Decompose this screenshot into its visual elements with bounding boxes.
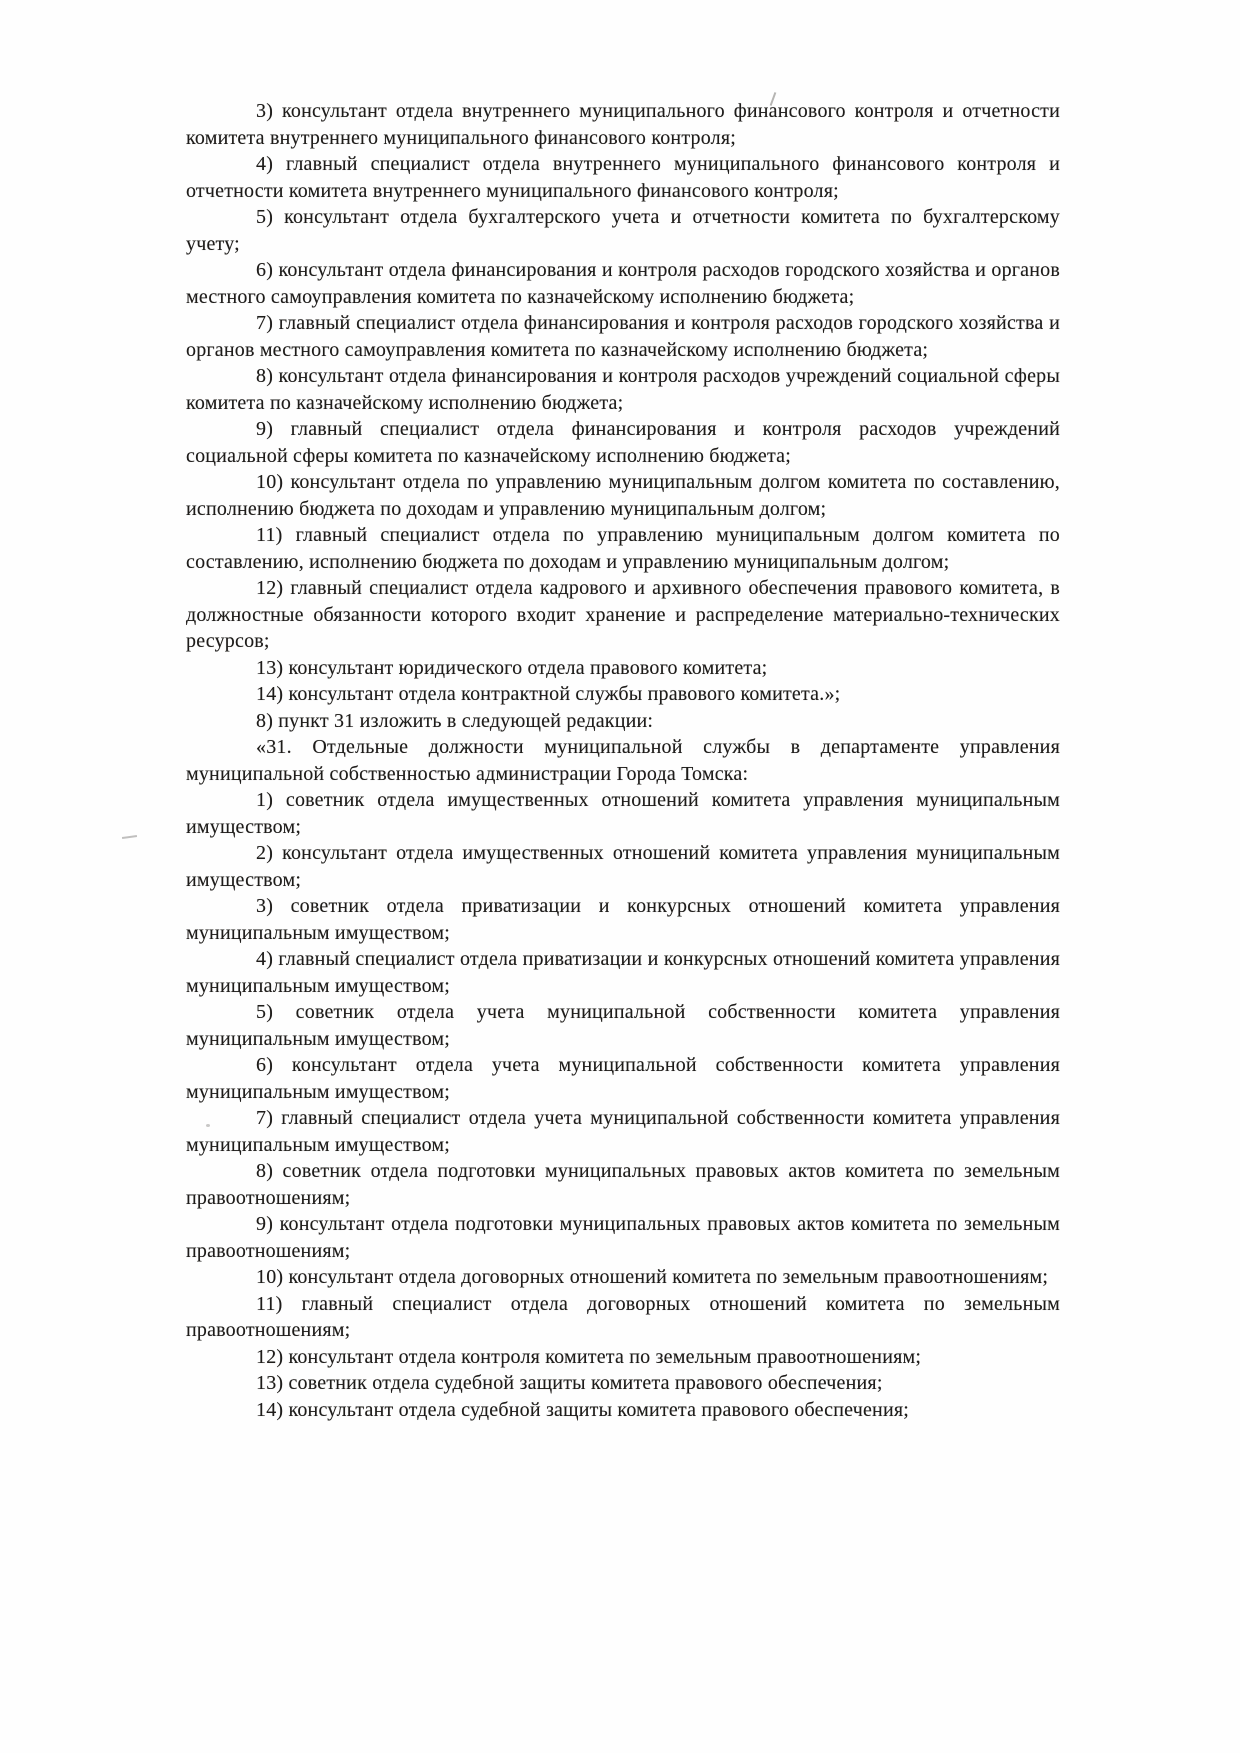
paragraph: 2) консультант отдела имущественных отношений комитета управления муниципальным имуществом; [186,842,1060,891]
paragraph: 10) консультант отдела договорных отношений комитета по земельным правоотношениям; [256,1266,1049,1288]
paragraph: 1) советник отдела имущественных отношений комитета управления муниципальным имуществом; [186,789,1060,838]
paragraph: 4) главный специалист отдела внутреннего муниципального финансового контроля и отчетности комитета внутреннего муниципального финансового контроля; [186,153,1060,202]
paragraph: 13) консультант юридического отдела правового комитета; [256,656,768,679]
paragraph: 5) консультант отдела бухгалтерского учета и отчетности комитета по бухгалтерскому учету; [186,206,1060,255]
paragraph: 12) главный специалист отдела кадрового и архивного обеспечения правового комитета, в должностные обязанности которого входит хранение и распределение материально-технических ресурсов; [186,577,1060,652]
paragraph: 4) главный специалист отдела приватизации и конкурсных отношений комитета управления муниципальным имуществом; [186,948,1060,997]
paragraph: 11) главный специалист отдела по управлению муниципальным долгом комитета по составлению, исполнению бюджета по доходам и управлению муниципальным долгом; [186,524,1060,573]
paragraph: 5) советник отдела учета муниципальной собственности комитета управления муниципальным имуществом; [186,1001,1060,1050]
paragraph: 14) консультант отдела контрактной службы правового комитета.»; [256,683,841,705]
paragraph: 12) консультант отдела контроля комитета по земельным правоотношениям; [256,1345,922,1368]
paragraph: 3) советник отдела приватизации и конкурсных отношений комитета управления муниципальным имуществом; [186,895,1060,944]
paragraph: 8) консультант отдела финансирования и контроля расходов учреждений социальной сферы комитета по казначейскому исполнению бюджета; [186,365,1060,414]
paragraph: 14) консультант отдела судебной защиты комитета правового обеспечения; [256,1398,910,1421]
paragraph: 10) консультант отдела по управлению муниципальным долгом комитета по составлению, исполнению бюджета по доходам и управлению муниципальным долгом; [186,471,1060,520]
paragraph: 3) консультант отдела внутреннего муниципального финансового контроля и отчетности комитета внутреннего муниципального финансового контроля; [186,100,1060,149]
paragraph: 9) консультант отдела подготовки муниципальных правовых актов комитета по земельным правоотношениям; [186,1213,1060,1262]
scan-artifact-dash [122,835,137,839]
paragraph: 6) консультант отдела учета муниципальной собственности комитета управления муниципальным имуществом; [186,1054,1060,1103]
paragraph: 7) главный специалист отдела финансирования и контроля расходов городского хозяйства и органов местного самоуправления комитета по казначейскому исполнению бюджета; [186,312,1060,361]
paragraph: 9) главный специалист отдела финансирования и контроля расходов учреждений социальной сферы комитета по казначейскому исполнению бюджета; [186,418,1060,467]
paragraph: 13) советник отдела судебной защиты комитета правового обеспечения; [256,1372,883,1394]
paragraph: 7) главный специалист отдела учета муниципальной собственности комитета управления муниципальным имуществом; [186,1107,1060,1156]
paragraph: 6) консультант отдела финансирования и контроля расходов городского хозяйства и органов местного самоуправления комитета по казначейскому исполнению бюджета; [186,259,1060,308]
paragraph: «31. Отдельные должности муниципальной службы в департаменте управления муниципальной собственностью администрации Города Томска: [186,736,1060,785]
paragraph: 11) главный специалист отдела договорных отношений комитета по земельным правоотношениям; [186,1292,1060,1341]
paragraph: 8) советник отдела подготовки муниципальных правовых актов комитета по земельным правоотношениям; [186,1160,1060,1209]
paragraph: 8) пункт 31 изложить в следующей редакции: [256,709,654,732]
document-body [186,98,1060,1423]
